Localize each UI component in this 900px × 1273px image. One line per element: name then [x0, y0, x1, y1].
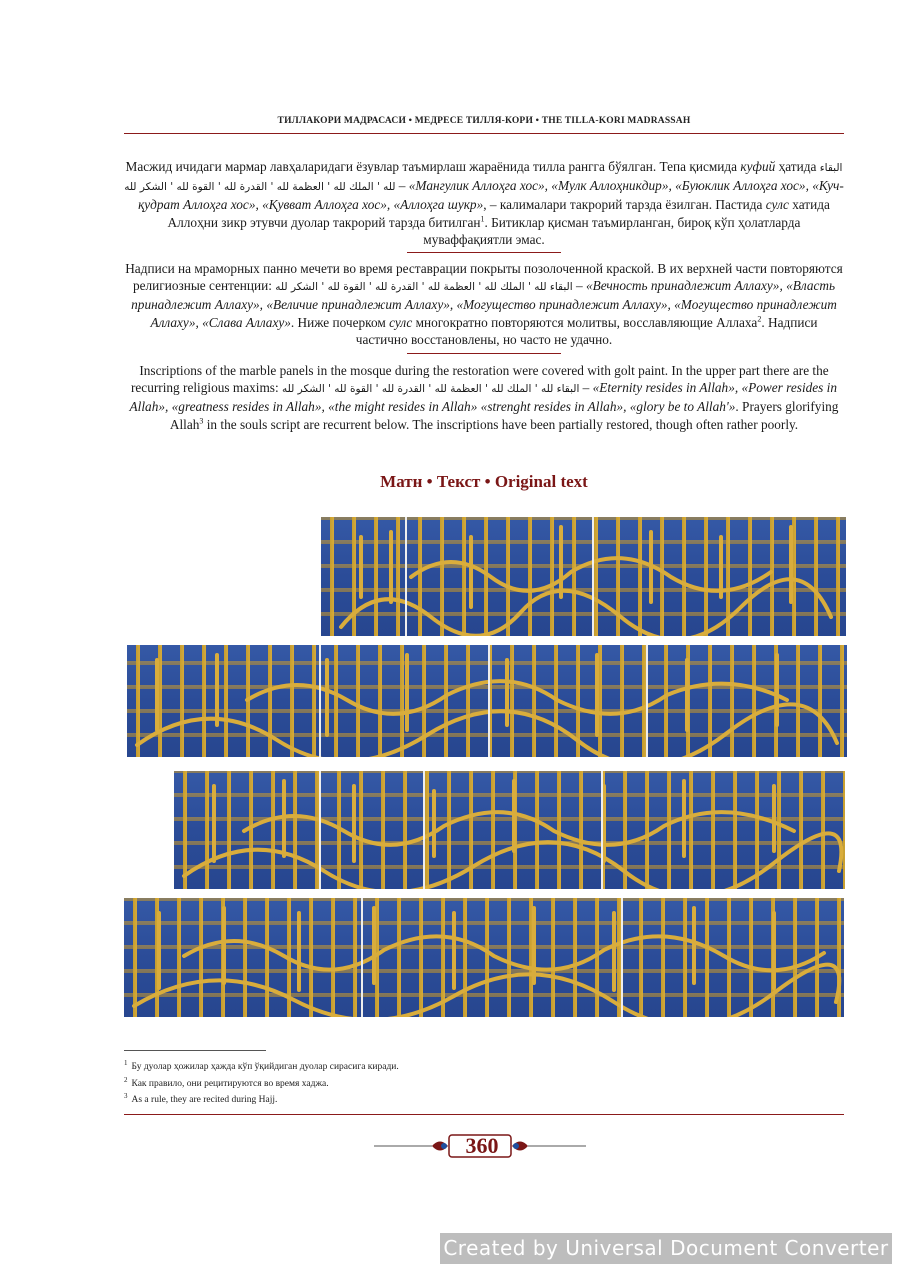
footnote-2 — [124, 1074, 844, 1090]
footnote-text: Бу дуолар ҳожилар ҳажда кўп ўқийдиган дуолар сирасига киради. — [131, 1062, 399, 1073]
running-header: ТИЛЛАКОРИ МАДРАСАСИ • МЕДРЕСЕ ТИЛЛЯ-КОРИ • THE TILLA-KORI MADRASSAH — [277, 116, 691, 126]
paragraph-uzbek — [124, 158, 844, 248]
ru-footnote-ref[interactable]: 2 — [757, 314, 762, 324]
uz-italic-suls: сулс — [765, 197, 789, 213]
gold-calligraphy-pattern — [174, 771, 845, 889]
uz-text-1: Масжид ичидаги мармар лавҳаларидаги ёзувлар таъмирлаш жараёнида тилла рангга бўялган. Тепа қисмида — [125, 159, 741, 174]
en-text-3: . Prayers glorifying Allah — [169, 399, 839, 432]
en-text-1: Inscriptions of the marble panels in the mosque during the restoration were covered with golt paint. In the upper part there are the recurring religious maxims: — [130, 363, 829, 396]
footnote-text: As a rule, they are recited during Hajj. — [131, 1095, 278, 1106]
en-footnote-ref[interactable]: 3 — [199, 416, 204, 426]
ru-text-5: . Надписи частично восстановлены, но часто не удачно. — [355, 314, 818, 347]
uz-italic-maxims: «Мангулик Аллоҳга хос», «Мулк Аллоҳникдир», «Буюклик Аллоҳга хос», «Куч-қудрат Аллоҳга хос», «Қувват Аллоҳга хос», «Аллоҳга шукр» — [138, 178, 844, 213]
ru-arabic-maxims: البقاء لله ' الملك لله ' العظمة لله ' القدرة لله ' القوة لله ' الشكر لله — [275, 281, 573, 294]
ru-text-3: . Ниже почерком — [290, 314, 390, 330]
en-text-4: in the souls script are recurrent below. The inscriptions have been partially restored, though often rather poorly. — [203, 416, 799, 432]
ru-text-1: Надписи на мраморных панно мечети во время реставрации покрыты позолоченной краской. В их верхней части повторяются религиозные сентенции: — [125, 261, 843, 294]
gold-calligraphy-pattern — [124, 898, 844, 1017]
page-number: 360 — [465, 1133, 499, 1158]
uz-text-2: ҳатида — [775, 159, 820, 174]
inscription-photo-3 — [174, 771, 845, 889]
gold-calligraphy-pattern — [127, 645, 847, 757]
ru-italic-suls: сулс — [389, 314, 413, 330]
ru-italic-maxims: «Вечность принадлежит Аллаху», «Власть принадлежит Аллаху», «Величие принадлежит Аллаху», «Могущество принадлежит Аллаху», «Могущество принадлежит Аллаху», «Слава Аллаху» — [131, 278, 837, 330]
footnote-3 — [124, 1090, 844, 1106]
header-rule — [124, 133, 844, 134]
en-italic-maxims: «Eternity resides in Allah», «Power resides in Allah», «greatness resides in Allah», «the might resides in Allah» «strenght resides in Allah», «glory be to Allah'» — [129, 380, 838, 415]
uz-text-6: . Битиклар қисман таъмирланган, бироқ кўп ҳолатларда муваффақиятли эмас. — [423, 214, 801, 247]
footnote-text: Как правило, они рецитируются во время хаджа. — [131, 1079, 329, 1090]
inscription-photo-1 — [321, 517, 846, 636]
separator-rule — [407, 252, 561, 253]
footnote-rule — [124, 1050, 266, 1051]
ru-text-2: – — [572, 278, 586, 294]
paragraph-english — [124, 362, 844, 433]
uz-text-5: хатида Аллоҳни зикр этувчи дуолар такрорий тарзда битилган — [167, 197, 830, 230]
section-subtitle: Матн • Текст • Original text — [380, 472, 588, 491]
footnote-number: 1 — [124, 1059, 128, 1067]
footnote-number: 3 — [124, 1092, 128, 1100]
gold-calligraphy-pattern — [321, 517, 846, 636]
uz-footnote-ref[interactable]: 1 — [480, 214, 485, 224]
separator-rule — [407, 353, 561, 354]
paragraph-russian — [124, 260, 844, 348]
footnote-1 — [124, 1057, 844, 1073]
inscription-photo-2 — [127, 645, 847, 757]
uz-text-3: – — [395, 178, 409, 194]
inscription-photo-4 — [124, 898, 844, 1017]
footer-rule — [124, 1114, 844, 1115]
converter-watermark: Created by Universal Document Converter — [440, 1233, 892, 1264]
uz-arabic-maxims: البقاء لله ' الملك لله ' العظمة لله ' القدرة لله ' القوة لله ' الشكر لله — [124, 162, 843, 194]
en-text-2: – — [579, 380, 593, 396]
uz-italic-kufi: куфий — [740, 159, 776, 174]
ru-text-4: многократно повторяются молитвы, восславляющие Аллаха — [412, 314, 758, 330]
uz-text-4: , – калималари такрорий тарзда ёзилган. Пастида — [483, 197, 766, 213]
en-arabic-maxims: البقاء لله ' الملك لله ' العظمة لله ' القدرة لله ' القوة لله ' الشكر لله — [282, 383, 580, 396]
footnote-number: 2 — [124, 1076, 128, 1084]
